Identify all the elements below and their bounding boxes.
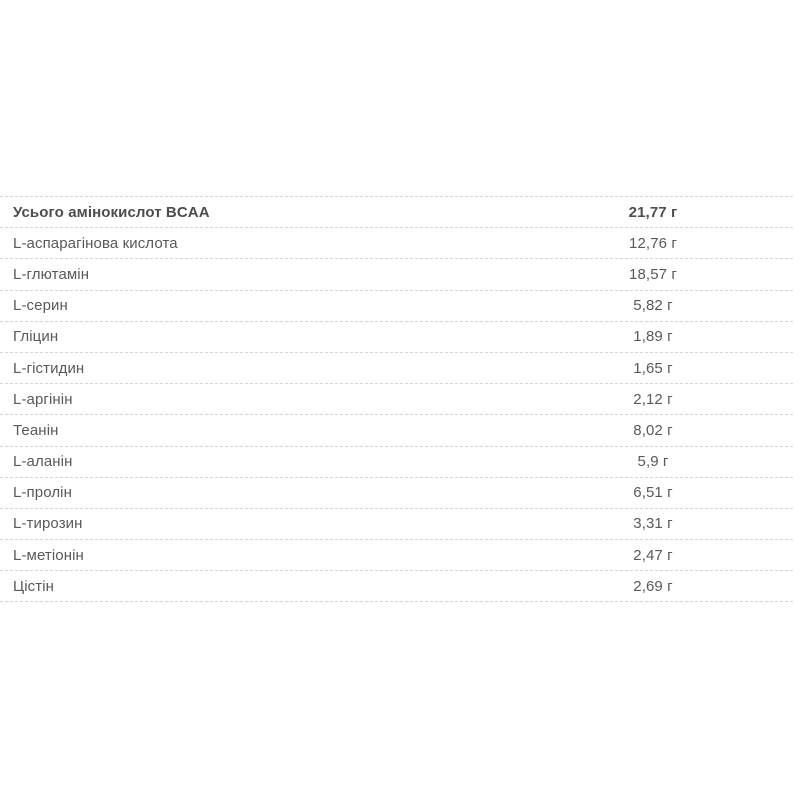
table-row: [0, 570, 793, 601]
amino-value-cell: 8,02 г: [633, 421, 673, 439]
amino-value-cell: 5,82 г: [633, 297, 673, 315]
table-row: [0, 383, 793, 414]
amino-name-cell: Цістін: [13, 577, 55, 595]
table-row: [0, 352, 793, 383]
amino-name-cell: L-серин: [13, 297, 68, 315]
table-row: [0, 414, 793, 445]
amino-name-cell: L-тирозин: [13, 515, 83, 533]
amino-name-cell: L-метіонін: [13, 546, 84, 564]
amino-name-cell: L-аспарагінова кислота: [13, 234, 178, 252]
amino-name-cell: L-аргінін: [13, 390, 73, 408]
amino-value-cell: 21,77 г: [628, 203, 678, 221]
amino-name-cell: L-глютамін: [13, 265, 90, 283]
table-row: [0, 446, 793, 477]
amino-name-cell: L-гістидин: [13, 359, 85, 377]
table-row: [0, 196, 793, 227]
amino-value-cell: 1,89 г: [633, 328, 673, 346]
amino-name-cell: Теанін: [13, 421, 59, 439]
table-row: [0, 539, 793, 570]
table-row: [0, 508, 793, 539]
amino-value-cell: 6,51 г: [633, 484, 673, 502]
table-row: [0, 258, 793, 289]
amino-name-cell: Гліцин: [13, 328, 59, 346]
amino-value-cell: 5,9 г: [637, 453, 669, 471]
table-row: [0, 290, 793, 321]
amino-value-cell: 12,76 г: [629, 234, 677, 252]
table-row: [0, 227, 793, 258]
amino-value-cell: 3,31 г: [633, 515, 673, 533]
amino-value-cell: 2,12 г: [633, 390, 673, 408]
amino-name-cell: L-пролін: [13, 484, 72, 502]
amino-name-cell: L-аланін: [13, 453, 73, 471]
amino-value-cell: 1,65 г: [633, 359, 673, 377]
table-row: [0, 321, 793, 352]
amino-value-cell: 2,69 г: [633, 577, 673, 595]
table-row: [0, 477, 793, 508]
amino-name-cell: Усього амінокислот BCAA: [13, 203, 210, 221]
amino-value-cell: 2,47 г: [633, 546, 673, 564]
amino-acids-table: [0, 196, 793, 602]
amino-value-cell: 18,57 г: [629, 265, 677, 283]
